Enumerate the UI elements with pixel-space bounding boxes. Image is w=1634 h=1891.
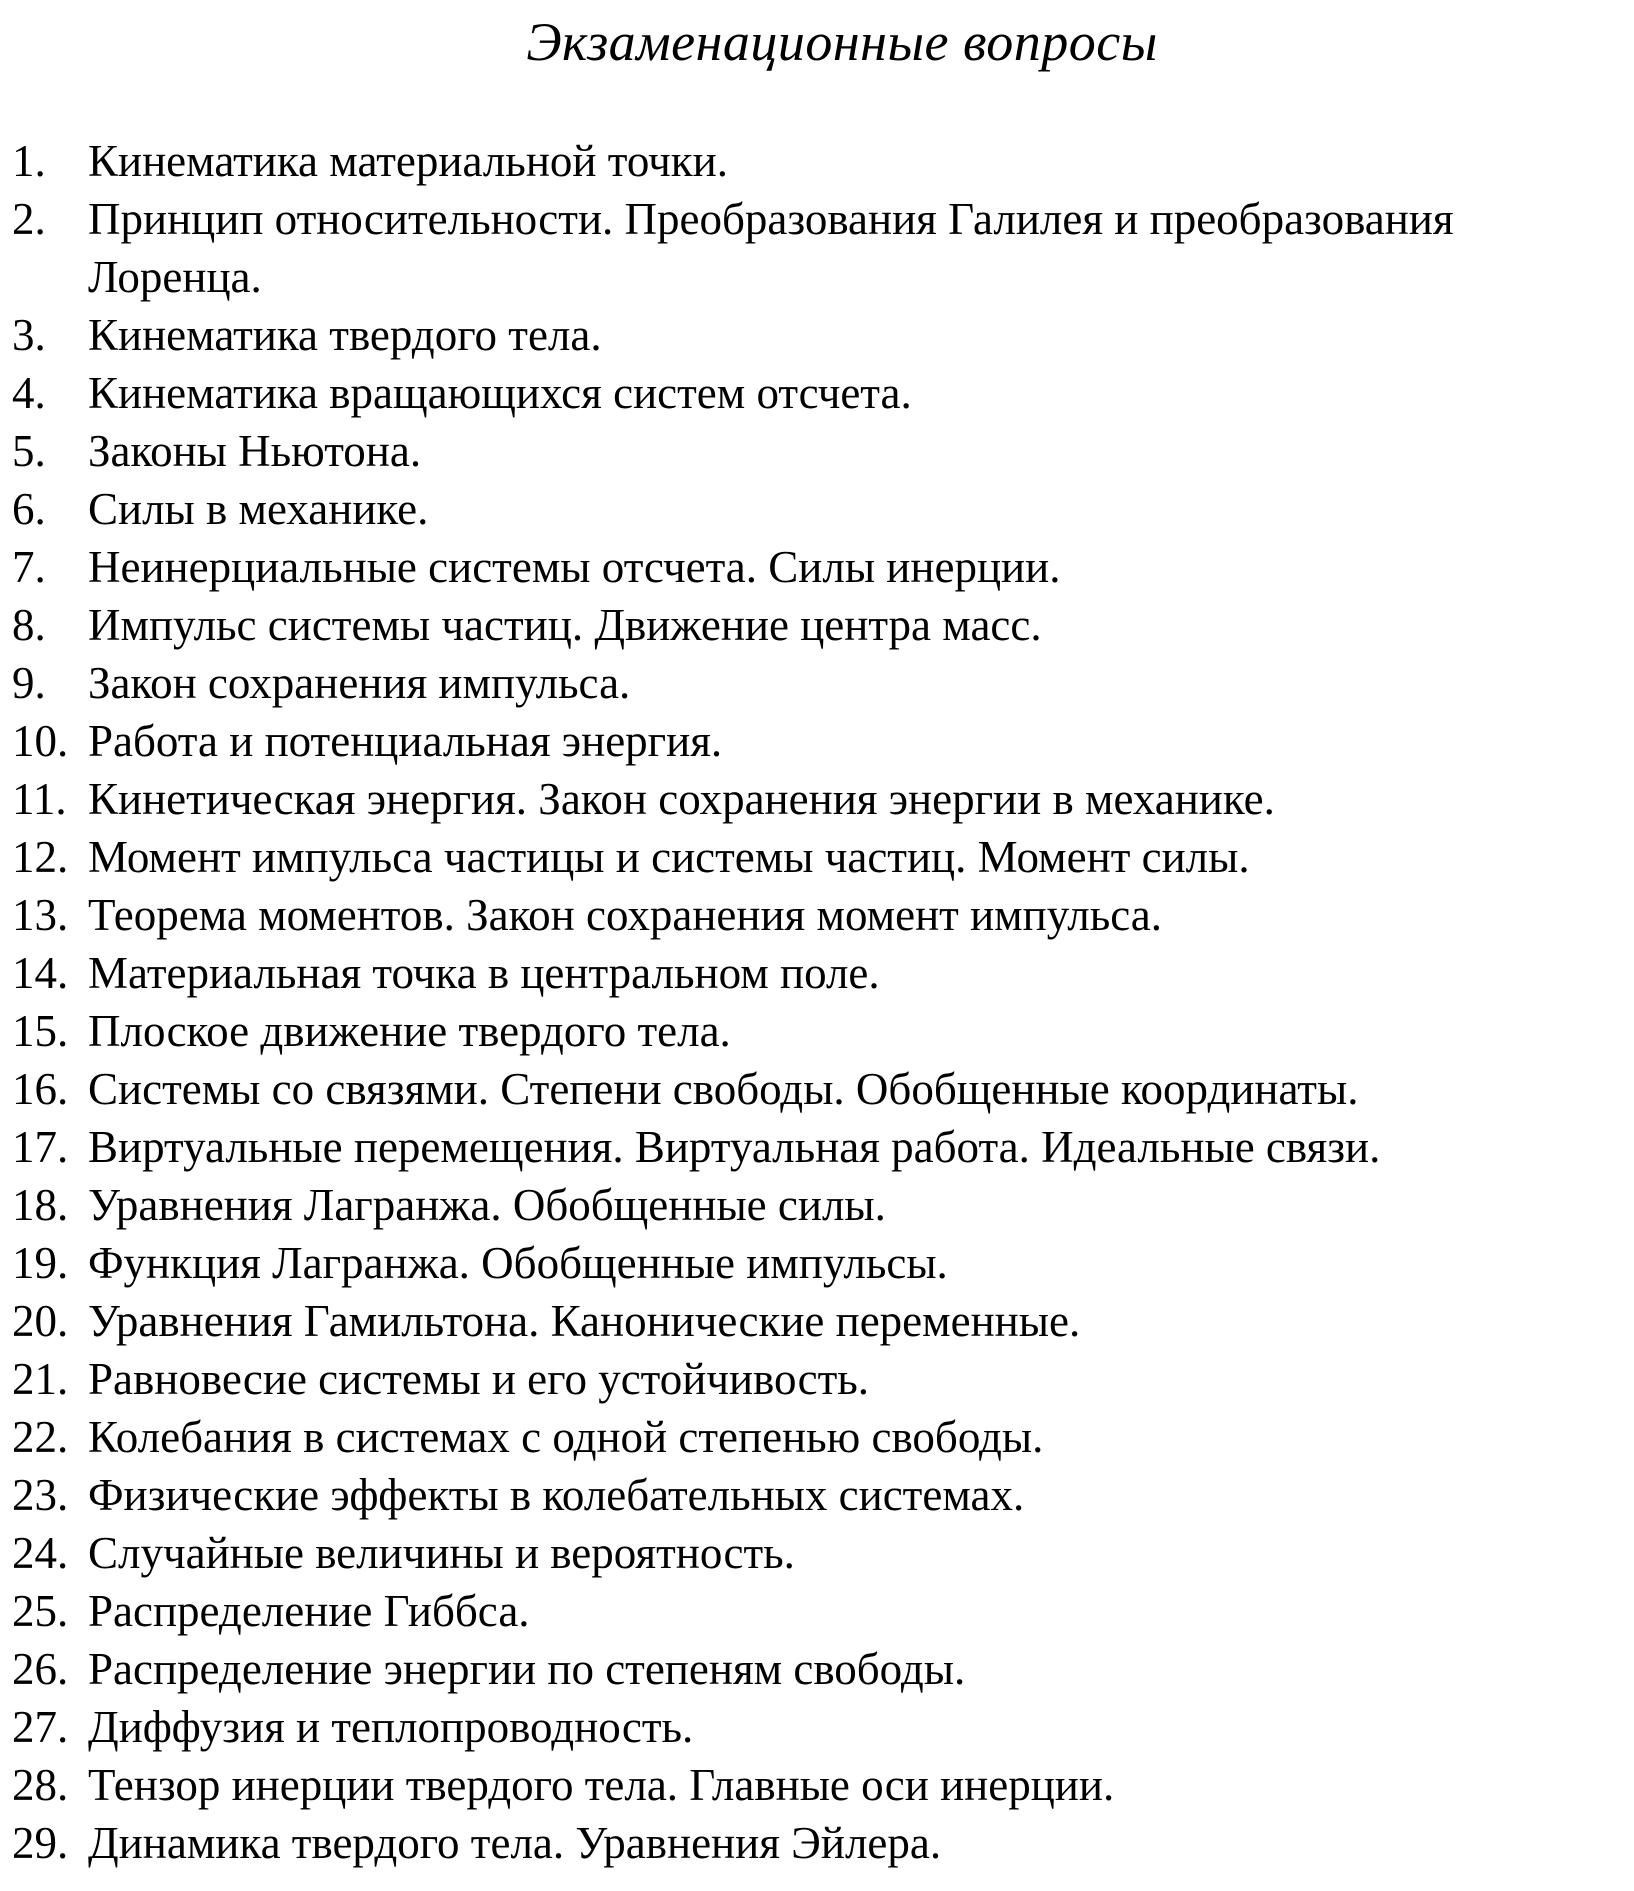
question-item (12, 712, 1622, 770)
question-text: Теорема моментов. Закон сохранения момент импульса. (88, 890, 1162, 940)
question-item (12, 828, 1622, 886)
question-text: Кинетическая энергия. Закон сохранения энергии в механике. (88, 774, 1275, 824)
question-text: Момент импульса частицы и системы частиц. Момент силы. (88, 832, 1250, 882)
question-text: Закон сохранения импульса. (88, 658, 631, 708)
question-item (12, 944, 1622, 1002)
question-text: Кинематика материальной точки. (88, 136, 728, 186)
question-item (12, 1814, 1622, 1872)
question-item (12, 1408, 1622, 1466)
question-number: 29. (12, 1818, 69, 1868)
question-text: Работа и потенциальная энергия. (88, 716, 723, 766)
question-number: 22. (12, 1412, 69, 1462)
question-item (12, 190, 1622, 306)
question-text: Законы Ньютона. (88, 426, 422, 476)
question-text: Тензор инерции твердого тела. Главные оси инерции. (88, 1760, 1115, 1810)
question-number: 25. (12, 1586, 69, 1636)
question-number: 17. (12, 1122, 69, 1172)
question-number: 15. (12, 1006, 69, 1056)
question-number: 4. (12, 368, 46, 418)
question-number: 26. (12, 1644, 69, 1694)
question-number: 24. (12, 1528, 69, 1578)
question-item (12, 770, 1622, 828)
question-number: 7. (12, 542, 46, 592)
question-text: Плоское движение твердого тела. (88, 1006, 731, 1056)
question-item (12, 306, 1622, 364)
question-item (12, 596, 1622, 654)
question-item (12, 132, 1622, 190)
question-number: 3. (12, 310, 46, 360)
question-text: Уравнения Гамильтона. Канонические переменные. (88, 1296, 1081, 1346)
question-item (12, 538, 1622, 596)
question-item (12, 1060, 1622, 1118)
question-number: 19. (12, 1238, 69, 1288)
question-text: Физические эффекты в колебательных системах. (88, 1470, 1025, 1520)
question-number: 11. (12, 774, 67, 824)
question-number: 28. (12, 1760, 69, 1810)
question-number: 14. (12, 948, 69, 998)
question-item (12, 1582, 1622, 1640)
question-text: Неинерциальные системы отсчета. Силы инерции. (88, 542, 1061, 592)
question-text: Уравнения Лагранжа. Обобщенные силы. (88, 1180, 886, 1230)
question-number: 6. (12, 484, 46, 534)
question-text: Системы со связями. Степени свободы. Обобщенные координаты. (88, 1064, 1359, 1114)
question-item (12, 1118, 1622, 1176)
question-text: Случайные величины и вероятность. (88, 1528, 795, 1578)
question-number: 13. (12, 890, 69, 940)
question-text: Динамика твердого тела. Уравнения Эйлера. (88, 1818, 942, 1868)
question-item (12, 1002, 1622, 1060)
question-number: 10. (12, 716, 69, 766)
question-list (12, 132, 1622, 1872)
question-item (12, 1176, 1622, 1234)
question-item (12, 422, 1622, 480)
question-text: Импульс системы частиц. Движение центра масс. (88, 600, 1042, 650)
question-text: Кинематика твердого тела. (88, 310, 602, 360)
question-number: 23. (12, 1470, 69, 1520)
question-text: Диффузия и теплопроводность. (88, 1702, 694, 1752)
question-item (12, 1698, 1622, 1756)
question-item (12, 654, 1622, 712)
question-item (12, 886, 1622, 944)
question-item (12, 1524, 1622, 1582)
question-number: 2. (12, 194, 46, 244)
question-text: Силы в механике. (88, 484, 429, 534)
question-item (12, 1234, 1622, 1292)
question-item (12, 1640, 1622, 1698)
question-number: 18. (12, 1180, 69, 1230)
question-text: Распределение Гиббса. (88, 1586, 530, 1636)
question-text: Колебания в системах с одной степенью свободы. (88, 1412, 1044, 1462)
question-text: Материальная точка в центральном поле. (88, 948, 880, 998)
question-item (12, 1292, 1622, 1350)
question-text: Принцип относительности. Преобразования Галилея и преобразования Лоренца. (88, 194, 1454, 302)
question-item (12, 1350, 1622, 1408)
question-text: Равновесие системы и его устойчивость. (88, 1354, 870, 1404)
question-number: 5. (12, 426, 46, 476)
question-item (12, 480, 1622, 538)
question-number: 12. (12, 832, 69, 882)
question-item (12, 364, 1622, 422)
question-number: 1. (12, 136, 46, 186)
question-number: 8. (12, 600, 46, 650)
question-text: Функция Лагранжа. Обобщенные импульсы. (88, 1238, 948, 1288)
question-item (12, 1756, 1622, 1814)
question-number: 21. (12, 1354, 69, 1404)
question-text: Распределение энергии по степеням свободы. (88, 1644, 966, 1694)
question-number: 20. (12, 1296, 69, 1346)
page-title: Экзаменационные вопросы (526, 12, 1158, 72)
question-number: 9. (12, 658, 46, 708)
question-number: 27. (12, 1702, 69, 1752)
question-item (12, 1466, 1622, 1524)
question-number: 16. (12, 1064, 69, 1114)
question-text: Виртуальные перемещения. Виртуальная работа. Идеальные связи. (88, 1122, 1381, 1172)
question-text: Кинематика вращающихся систем отсчета. (88, 368, 912, 418)
